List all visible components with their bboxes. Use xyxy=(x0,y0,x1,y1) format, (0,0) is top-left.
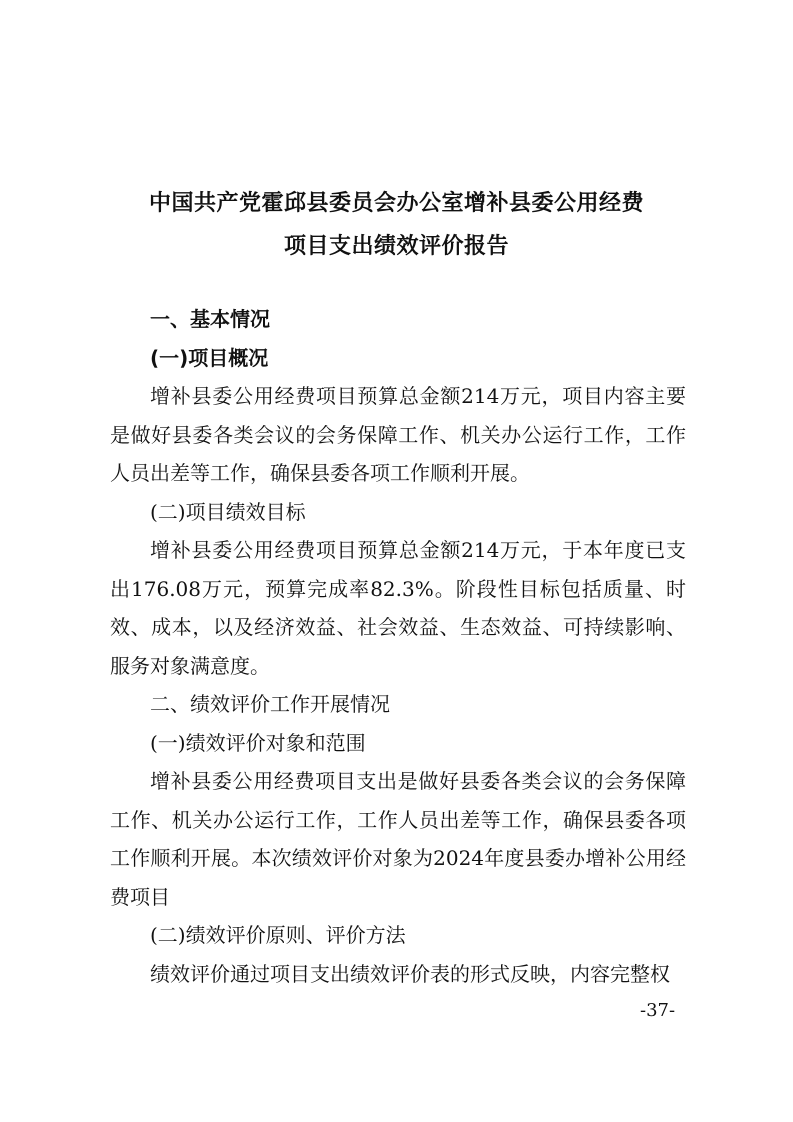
section-heading-basic-info: 一、基本情况 xyxy=(150,307,270,331)
subsection-heading-evaluation-methods: (二)绩效评价原则、评价方法 xyxy=(150,923,406,947)
page-number: -37- xyxy=(640,1000,676,1021)
subsection-heading-performance-goals: (二)项目绩效目标 xyxy=(150,499,306,524)
subsection-heading-project-overview: (一)项目概况 xyxy=(150,345,269,370)
paragraph-project-overview: 增补县委公用经费项目预算总金额214万元，项目内容主要是做好县委各类会议的会务保障工作、机关办公运行工作，工作人员出差等工作，确保县委各项工作顺利开展。 xyxy=(110,384,686,485)
paragraph-evaluation-methods: 绩效评价通过项目支出绩效评价表的形式反映，内容完整权 xyxy=(150,961,670,986)
document-title-line-1: 中国共产党霍邱县委员会办公室增补县委公用经费 xyxy=(148,191,644,216)
paragraph-evaluation-scope: 增补县委公用经费项目支出是做好县委各类会议的会务保障工作、机关办公运行工作，工作人员出差等工作，确保县委各项工作顺利开展。本次绩效评价对象为2024年度县委办增补公用经费项目 xyxy=(110,769,686,909)
document-body xyxy=(110,300,686,993)
subsection-heading-evaluation-scope: (一)绩效评价对象和范围 xyxy=(150,730,366,755)
section-heading-evaluation-work: 二、绩效评价工作开展情况 xyxy=(150,692,390,716)
paragraph-performance-goals: 增补县委公用经费项目预算总金额214万元，于本年度已支出176.08万元，预算完成率82.3%。阶段性目标包括质量、时效、成本，以及经济效益、社会效益、生态效益、可持续影响、服务对象满意度。 xyxy=(110,538,686,678)
document-title-line-2: 项目支出绩效评价报告 xyxy=(283,234,509,259)
